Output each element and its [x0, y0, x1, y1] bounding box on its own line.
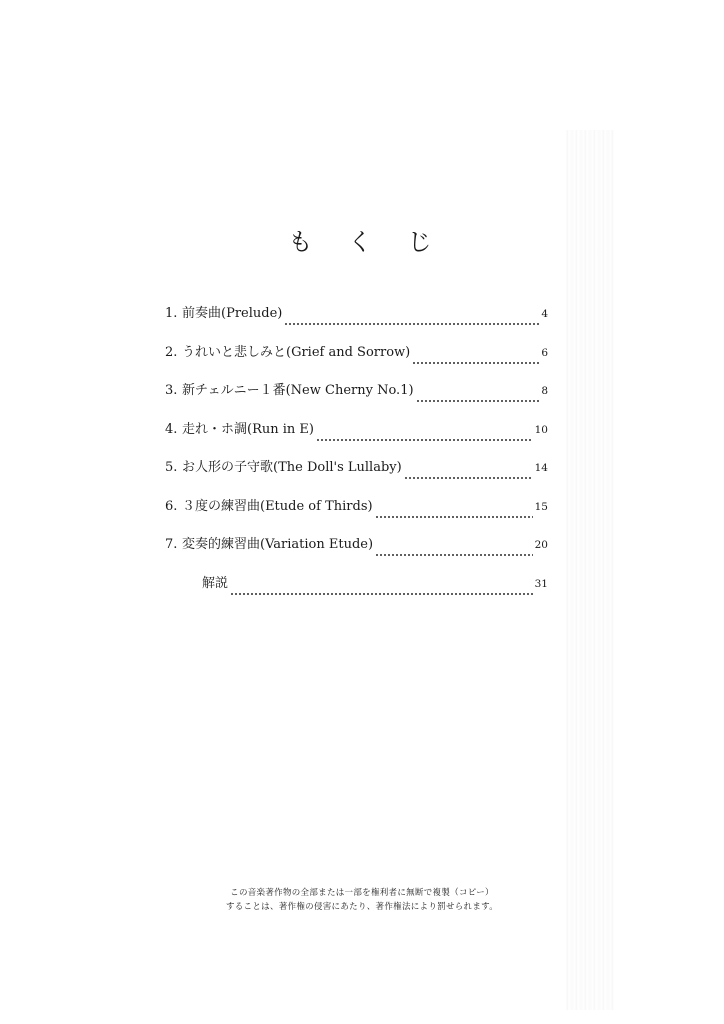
toc-entry-label: うれいと悲しみと(Grief and Sorrow) [182, 344, 411, 360]
copyright-notice-line: することは、著作権の侵害にあたり、著作権法により罰せられます。 [225, 902, 499, 912]
toc-entry[interactable] [165, 495, 548, 534]
toc-entry-number: 2. [165, 344, 178, 360]
toc-entry-number: 5. [165, 460, 178, 475]
toc-entry[interactable] [165, 341, 548, 380]
dot-leader [284, 322, 539, 326]
toc-entry-label: 前奏曲(Prelude) [182, 306, 283, 321]
copyright-notice [0, 886, 724, 914]
toc-entry-page: 6 [541, 346, 548, 359]
dot-leader [412, 361, 539, 365]
toc-entry-number: 6. [165, 498, 178, 514]
toc-entry-page: 4 [541, 308, 548, 320]
table-of-contents [165, 302, 548, 610]
toc-entry[interactable] [165, 379, 548, 418]
dot-leader [316, 438, 533, 442]
toc-entry-number: 7. [165, 537, 178, 552]
toc-entry-page: 10 [534, 423, 548, 436]
toc-entry-page: 31 [534, 577, 548, 590]
toc-entry-page: 15 [534, 500, 548, 513]
dot-leader [404, 476, 533, 480]
scan-edge-shading [566, 130, 614, 1010]
toc-entry[interactable] [165, 418, 548, 457]
toc-entry-label: 解説 [202, 575, 229, 591]
dot-leader [375, 553, 533, 557]
toc-entry-number: 1. [165, 306, 178, 321]
page-title: も く じ [288, 228, 446, 256]
toc-entry-label: 新チェルニー１番(New Cherny No.1) [182, 383, 414, 398]
toc-entry[interactable] [165, 456, 548, 495]
toc-entry-commentary[interactable] [165, 572, 548, 611]
toc-entry-page: 8 [541, 385, 548, 397]
toc-entry[interactable] [165, 533, 548, 572]
toc-entry-label: ３度の練習曲(Etude of Thirds) [182, 498, 373, 514]
toc-entry-number: 4. [165, 421, 178, 437]
toc-entry-label: 走れ・ホ調(Run in E) [182, 421, 314, 437]
toc-entry-number: 3. [165, 383, 178, 398]
toc-entry-label: お人形の子守歌(The Doll's Lullaby) [182, 460, 402, 475]
toc-entry-page: 14 [534, 462, 548, 474]
dot-leader [375, 515, 533, 519]
toc-entry-label: 変奏的練習曲(Variation Etude) [182, 537, 374, 552]
dot-leader [416, 399, 540, 403]
toc-entry[interactable] [165, 302, 548, 341]
copyright-notice-line: この音楽著作物の全部または一部を権利者に無断で複製（コピー） [230, 888, 494, 898]
toc-entry-page: 20 [534, 539, 548, 551]
dot-leader [230, 592, 533, 596]
